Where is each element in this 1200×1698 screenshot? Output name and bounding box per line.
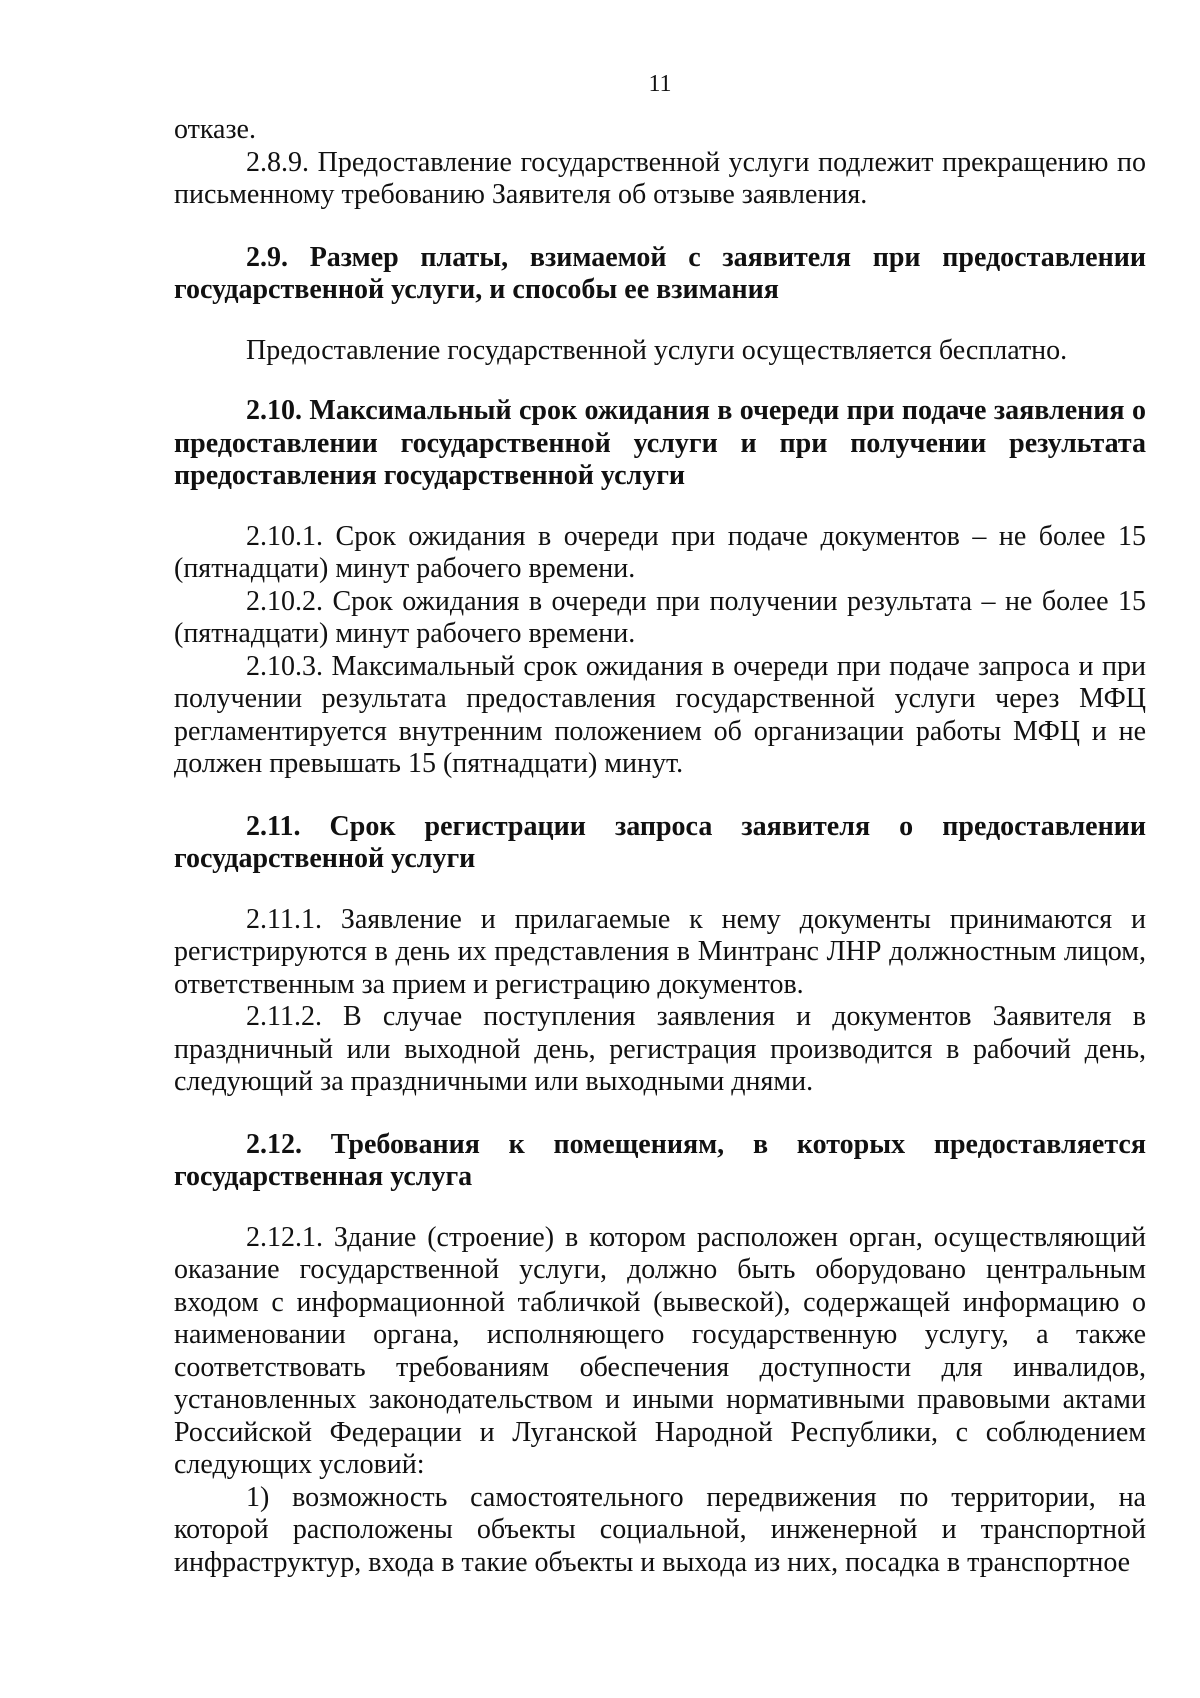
paragraph-otkaze: отказе. (174, 114, 256, 145)
paragraph-2-8-9: 2.8.9. Предоставление государственной услуги подлежит прекращению по письменному требованию Заявителя об отзыве заявления. (174, 146, 1146, 210)
paragraph-2-10-2: 2.10.2. Срок ожидания в очереди при получении результата – не более 15 (пятнадцати) минут рабочего времени. (174, 585, 1146, 649)
paragraph-item-1: 1) возможность самостоятельного передвижения по территории, на которой расположены объекты социальной, инженерной и транспортной инфраструктур, входа в такие объекты и выхода из них, посадка в транспортное (174, 1481, 1146, 1578)
document-body (174, 114, 1146, 1579)
page-number: 11 (648, 71, 672, 97)
heading-2-12: 2.12. Требования к помещениям, в которых предоставляется государственная услуга (174, 1128, 1146, 1192)
paragraph-2-12-1: 2.12.1. Здание (строение) в котором расположен орган, осуществляющий оказание государственной услуги, должно быть оборудовано центральным входом с информационной табличкой (вывеской), содержащей информацию о наименовании органа, исполняющего государственную услугу, а также соответствовать требованиям обеспечения доступности для инвалидов, установленных законодательством и иными нормативными правовыми актами Российской Федерации и Луганской Народной Республики, с соблюдением следующих условий: (174, 1221, 1146, 1480)
paragraph-2-10-3: 2.10.3. Максимальный срок ожидания в очереди при подаче запроса и при получении результата предоставления государственной услуги через МФЦ регламентируется внутренним положением об организации работы МФЦ и не должен превышать 15 (пятнадцати) минут. (174, 650, 1146, 779)
paragraph-2-10-1: 2.10.1. Срок ожидания в очереди при подаче документов – не более 15 (пятнадцати) минут рабочего времени. (174, 520, 1146, 584)
heading-2-10: 2.10. Максимальный срок ожидания в очереди при подаче заявления о предоставлении государственной услуги и при получении результата предоставления государственной услуги (174, 395, 1146, 491)
heading-2-9: 2.9. Размер платы, взимаемой с заявителя при предоставлении государственной услуги, и способы ее взимания (174, 241, 1146, 305)
paragraph-2-11-1: 2.11.1. Заявление и прилагаемые к нему документы принимаются и регистрируются в день их представления в Минтранс ЛНР должностным лицом, ответственным за прием и регистрацию документов. (174, 903, 1146, 1000)
paragraph-2-9-text: Предоставление государственной услуги осуществляется бесплатно. (246, 334, 1068, 366)
paragraph-2-11-2: 2.11.2. В случае поступления заявления и документов Заявителя в праздничный или выходной день, регистрация производится в рабочий день, следующий за праздничными или выходными днями. (174, 1001, 1146, 1097)
heading-2-11: 2.11. Срок регистрации запроса заявителя о предоставлении государственной услуги (174, 810, 1146, 874)
